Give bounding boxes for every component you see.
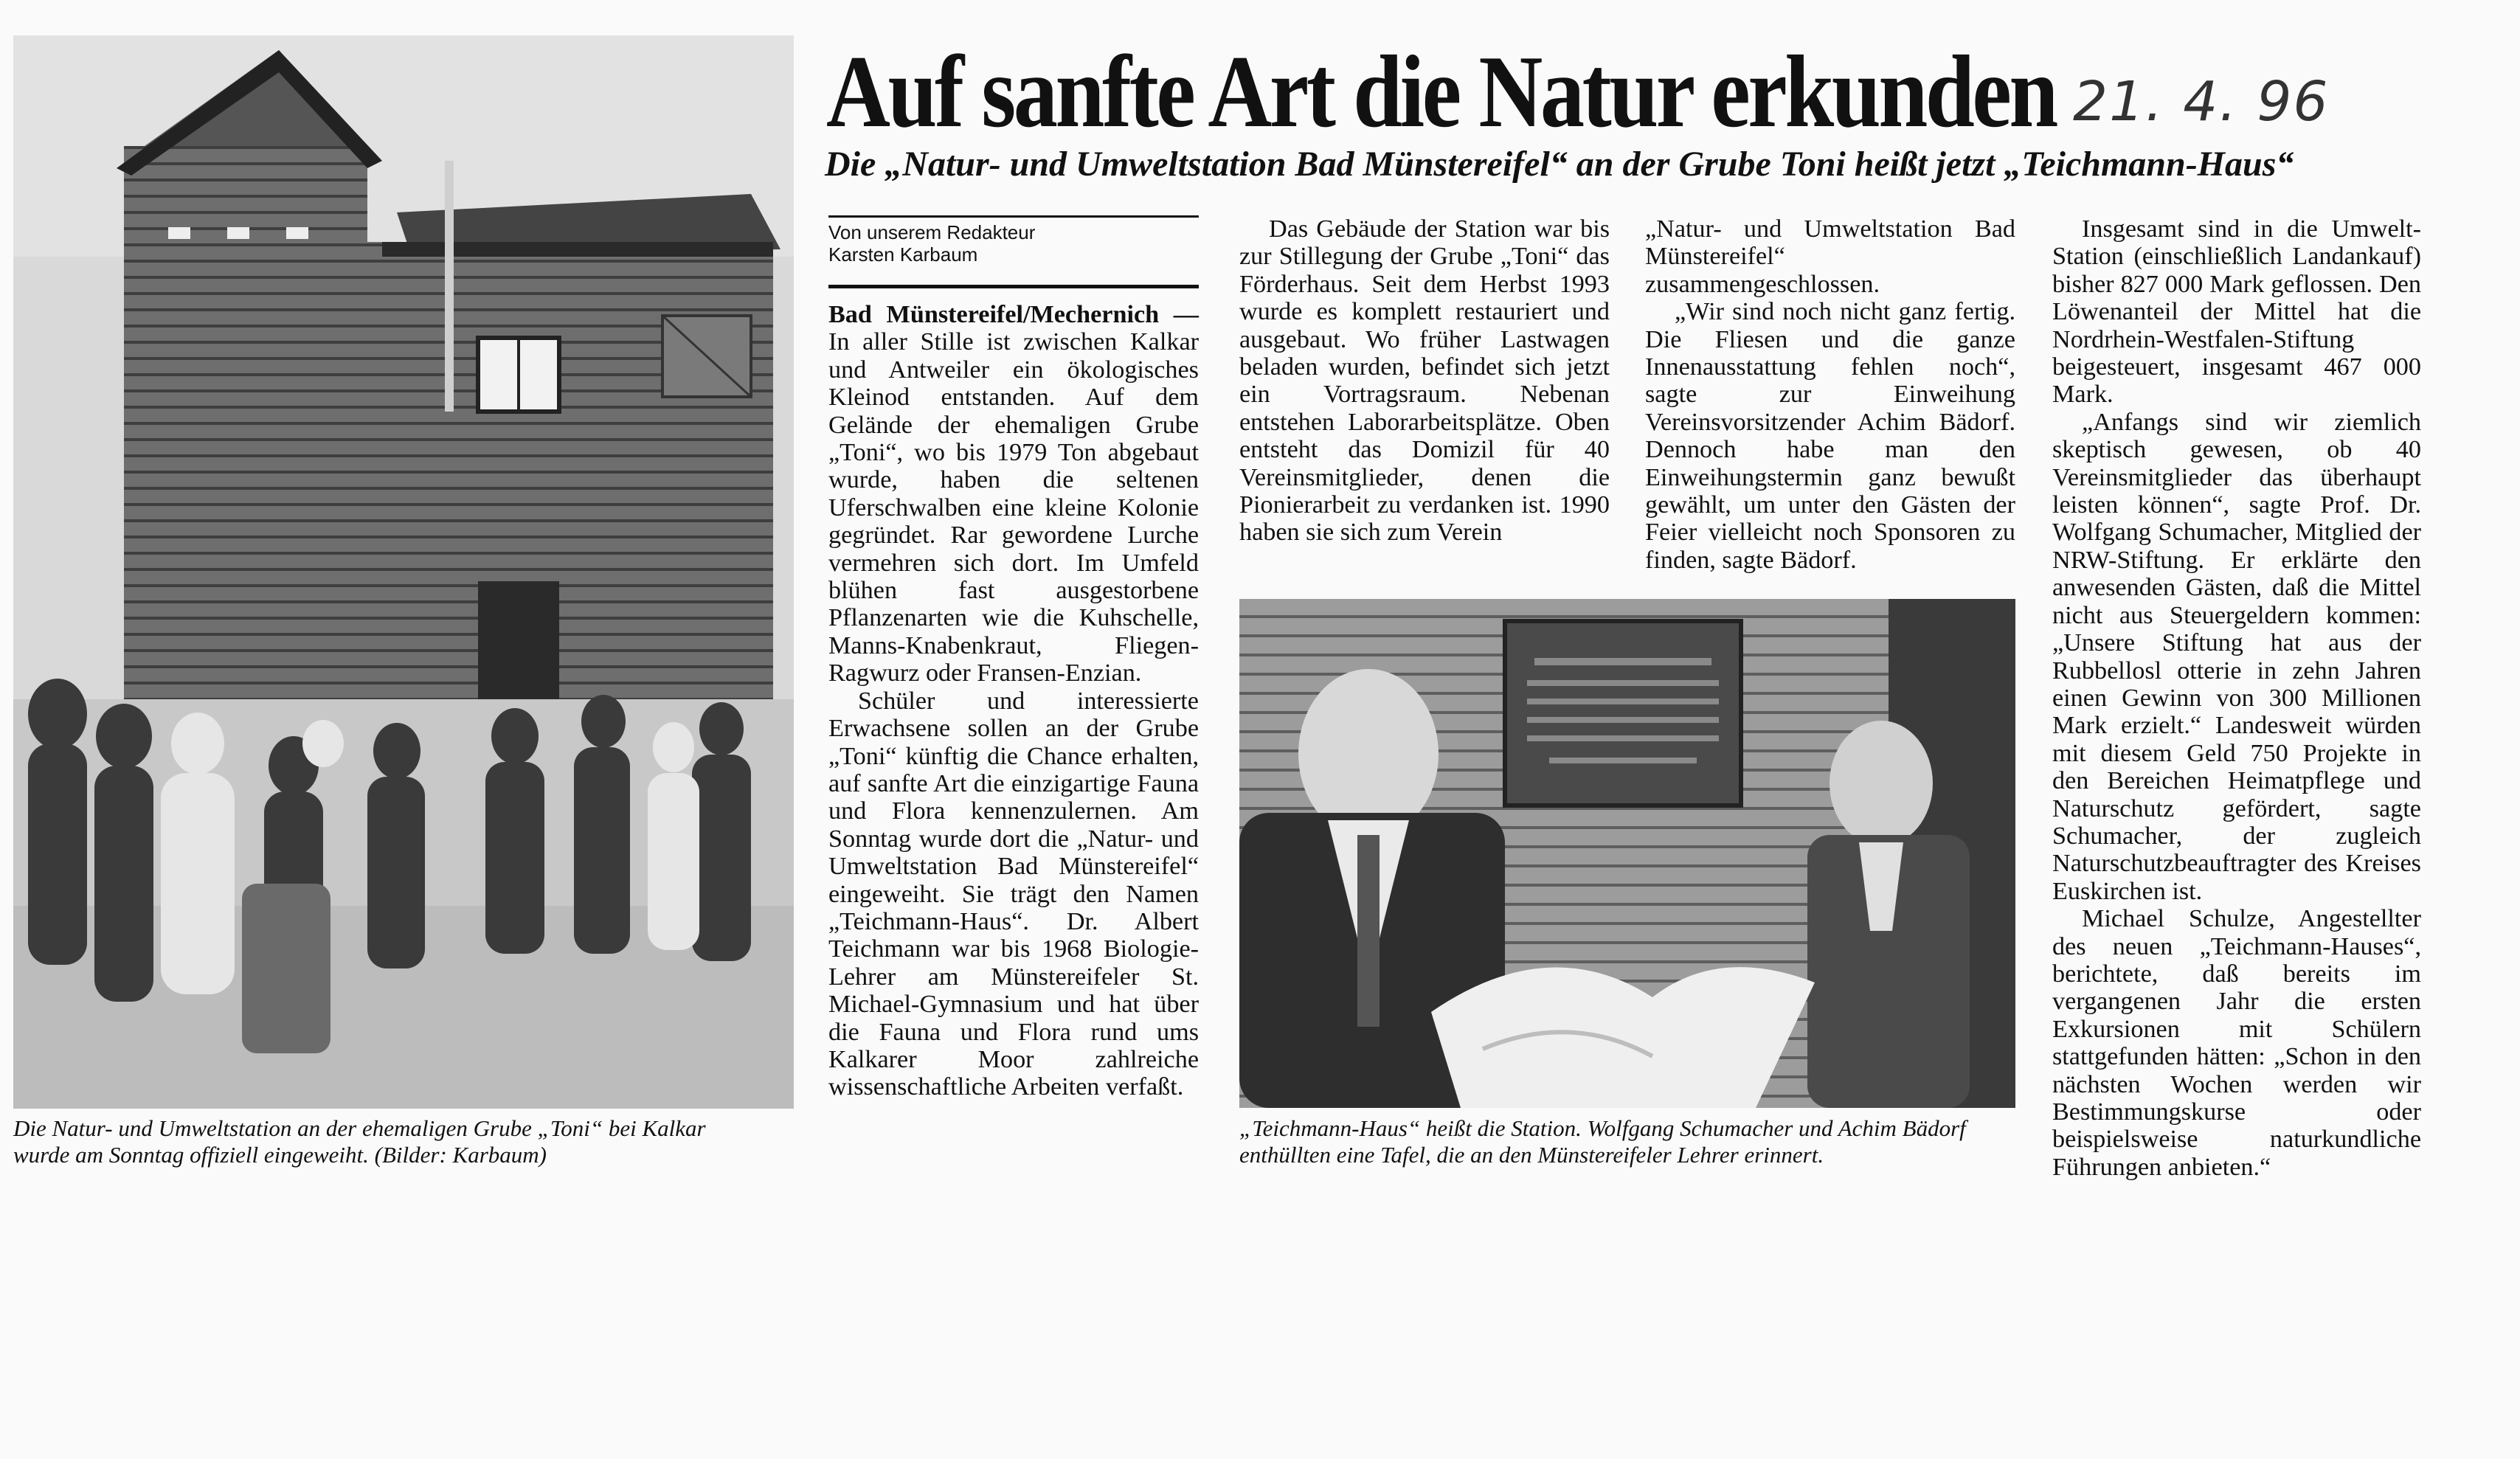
- station-photo-image: [13, 35, 794, 1109]
- column-4-paragraph-3: Michael Schulze, Angestellter des neuen „Teichmann-Hauses“, berichtete, daß bereits im vergangenen Jahr die ersten Exkursionen mit Schülern stattgefunden hätten: „Schon in den nächsten Wochen werden wir Bestimmungskurse oder beispielsweise naturkundliche Führungen anbieten.“: [2052, 905, 2421, 1181]
- column-3-paragraph-2: „Wir sind noch nicht ganz fertig. Die Fliesen und die ganze Innenausstattung fehlen noch“, sagte zur Einweihung Vereinsvorsitzender Achim Bädorf. Dennoch habe man den Einweihungstermin ganz bewußt gewählt, um unter den Gästen der Feier vielleicht noch Sponsoren zu finden, sagte Bädorf.: [1645, 298, 2015, 574]
- subheadline: Die „Natur- und Umweltstation Bad Münstereifel“ an der Grube Toni heißt jetzt „Teichmann-Haus“: [825, 145, 2294, 184]
- unveiling-photo: [1239, 599, 2015, 1108]
- column-1-paragraph-2: Schüler und interessierte Erwachsene sollen an der Grube „Toni“ künftig die Chance erhalten, auf sanfte Art die einzigartige Fauna und Flora kennenzulernen. Am Sonntag wurde dort die „Natur- und Umweltstation Bad Münstereifel“ eingeweiht. Sie trägt den Namen „Teichmann-Haus“. Dr. Albert Teichmann war bis 1968 Biologie-Lehrer am Münstereifeler St. Michael-Gymnasium und hat über die Fauna und Flora rund ums Kalkarer Moor zahlreiche wissenschaftliche Arbeiten verfaßt.: [828, 687, 1199, 1101]
- article-column-4: [2052, 215, 2421, 1181]
- byline-bottom-rule: [828, 285, 1199, 288]
- byline: [828, 221, 1197, 266]
- byline-author: Karsten Karbaum: [828, 243, 978, 266]
- headline: Auf sanfte Art die Natur erkunden: [826, 35, 2056, 149]
- column-1-paragraph-1: [828, 301, 1199, 687]
- article-column-2: [1239, 215, 1610, 547]
- lead-text: In aller Stille ist zwischen Kalkar und Antweiler ein ökologisches Kleinod entstanden. Auf dem Gelände der ehemaligen Grube „Toni“, wo bis 1979 Ton abgebaut wurde, haben die seltenen Uferschwalben eine kleine Kolonie gegründet. Rar gewordene Lurche vermehren sich dort. Im Umfeld blühen fast ausgestorbene Pflanzenarten wie die Kuhschelle, Manns-Knabenkraut, Fliegen-Ragwurz oder Fransen-Enzian.: [828, 328, 1199, 687]
- column-4-paragraph-1: Insgesamt sind in die Umwelt-Station (einschließlich Landankauf) bisher 827 000 Mark geflossen. Den Löwenanteil der Mittel hat die Nordrhein-Westfalen-Stiftung beigesteuert, insgesamt 467 000 Mark.: [2052, 215, 2421, 409]
- column-3-paragraph-1: „Natur- und Umweltstation Bad Münstereifel“ zusammengeschlossen.: [1645, 215, 2015, 298]
- article-column-3: [1645, 215, 2015, 574]
- column-2-paragraph-1: Das Gebäude der Station war bis zur Stillegung der Grube „Toni“ das Förderhaus. Seit dem Herbst 1993 wurde es komplett restauriert und ausgebaut. Wo früher Lastwagen beladen wurden, befindet sich jetzt ein Vortragsraum. Nebenan entstehen Laborarbeitsplätze. Oben entsteht das Domizil für 40 Vereinsmitglieder, denen die Pionierarbeit zu verdanken ist. 1990 haben sie sich zum Verein: [1239, 215, 1610, 547]
- column-4-paragraph-2: „Anfangs sind wir ziemlich skeptisch gewesen, ob 40 Vereinsmitglieder das überhaupt leisten können“, sagte Prof. Dr. Wolfgang Schumacher, Mitglied der NRW-Stiftung. Er erklärte den anwesenden Gästen, daß die Mittel nicht aus Steuergeldern kommen: „Unsere Stiftung hat aus der Rubbellosl otterie in zehn Jahren einen Gewinn von 300 Millionen Mark erzielt.“ Landesweit würden mit diesem Geld 750 Projekte in den Bereichen Heimatpflege und Naturschutz gefördert, sagte Schumacher, der zugleich Naturschutzbeauftragter des Kreises Euskirchen ist.: [2052, 408, 2421, 905]
- unveiling-photo-image: [1239, 599, 2015, 1108]
- article-column-1: [828, 301, 1199, 1101]
- handwritten-date: 21. 4. 96: [2073, 70, 2330, 134]
- byline-top-rule: [828, 215, 1199, 218]
- dateline: Bad Münstereifel/Mechernich —: [828, 301, 1199, 328]
- station-photo: [13, 35, 794, 1109]
- byline-line1: Von unserem Redakteur: [828, 221, 1036, 243]
- photo-caption-right: „Teichmann-Haus“ heißt die Station. Wolfgang Schumacher und Achim Bädorf enthüllten eine Tafel, die an den Münstereifeler Lehrer erinnert.: [1239, 1115, 1966, 1168]
- photo-caption-left: Die Natur- und Umweltstation an der ehemaligen Grube „Toni“ bei Kalkar wurde am Sonntag offiziell eingeweiht. (Bilder: Karbaum): [13, 1115, 706, 1168]
